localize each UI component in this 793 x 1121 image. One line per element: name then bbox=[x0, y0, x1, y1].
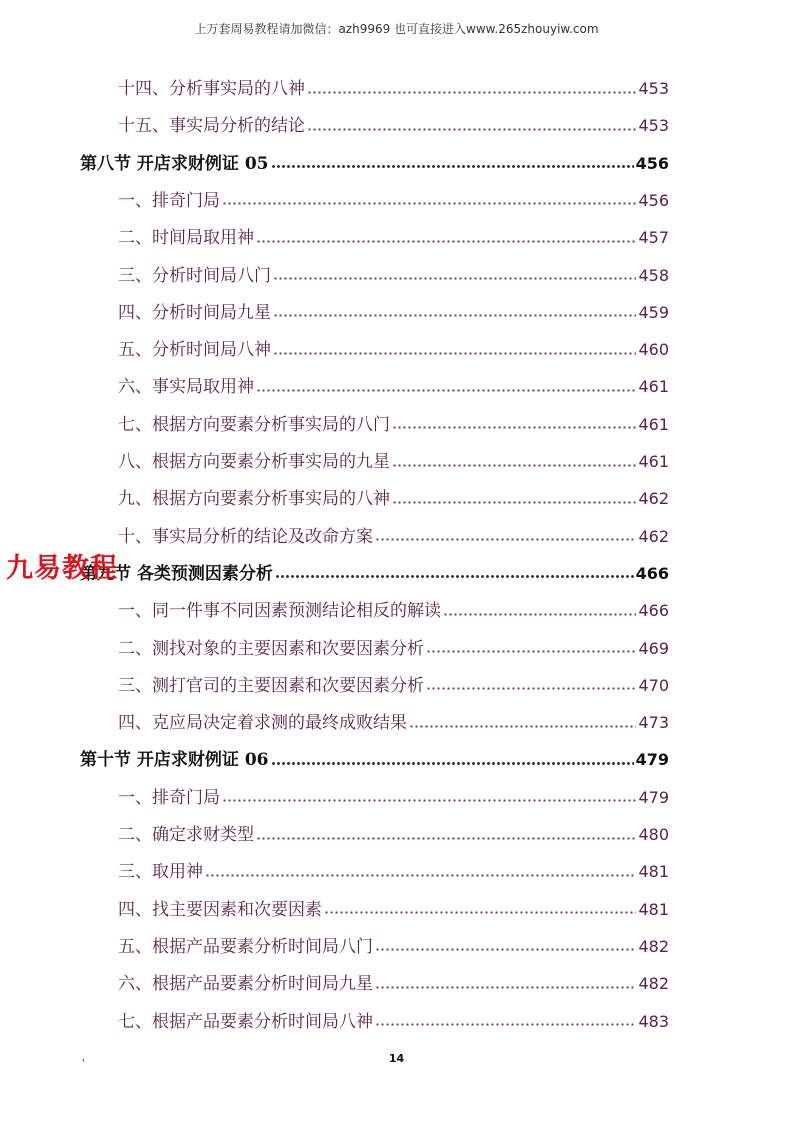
toc-entry-page: 453 bbox=[638, 116, 669, 136]
dot-leader bbox=[392, 426, 636, 429]
toc-entry-page: 466 bbox=[638, 601, 669, 621]
toc-entry-page: 462 bbox=[638, 489, 669, 509]
toc-entry[interactable] bbox=[118, 969, 669, 999]
toc-entry[interactable] bbox=[118, 372, 669, 402]
toc-entry[interactable] bbox=[118, 783, 669, 813]
toc-entry-title: 三、取用神 bbox=[118, 862, 203, 883]
toc-entry-title: 八、根据方向要素分析事实局的九星 bbox=[118, 452, 390, 472]
page-header: 上万套周易教程请加微信：azh9969 也可直接进入www.265zhouyiw.com bbox=[194, 22, 599, 36]
dot-leader bbox=[392, 464, 636, 467]
toc-entry-title: 十四、分析事实局的八神 bbox=[118, 79, 305, 99]
toc-entry-page: 461 bbox=[638, 377, 669, 397]
dot-leader bbox=[443, 613, 636, 616]
toc-entry[interactable] bbox=[118, 522, 669, 552]
dot-leader bbox=[273, 352, 636, 355]
toc-entry[interactable] bbox=[118, 74, 669, 104]
toc-entry-title: 一、排奇门局 bbox=[118, 190, 220, 211]
dot-leader bbox=[205, 874, 636, 877]
toc-entry-title: 第九节 各类预测因素分析 bbox=[80, 563, 273, 584]
toc-entry-title: 二、确定求财类型 bbox=[118, 825, 254, 845]
toc-entry-title: 四、克应局决定着求测的最终成败结果 bbox=[118, 713, 407, 734]
toc-entry-title: 第八节 开店求财例证 05 bbox=[80, 153, 269, 174]
toc-entry-title: 二、测找对象的主要因素和次要因素分析 bbox=[118, 638, 424, 659]
page-number: 14 bbox=[388, 1052, 405, 1065]
toc-entry-page: 461 bbox=[638, 452, 669, 471]
toc-entry-page: 469 bbox=[638, 638, 669, 658]
toc-entry-title: 四、找主要因素和次要因素 bbox=[118, 899, 322, 920]
toc-entry-page: 470 bbox=[638, 675, 669, 695]
dot-leader bbox=[426, 650, 636, 653]
toc-section-entry[interactable] bbox=[80, 149, 669, 179]
dot-leader bbox=[392, 501, 636, 504]
toc-entry-page: 482 bbox=[638, 936, 669, 956]
toc-entry[interactable] bbox=[118, 671, 669, 701]
toc-entry-title: 四、分析时间局九星 bbox=[118, 302, 271, 323]
toc-entry[interactable] bbox=[118, 447, 669, 477]
toc-entry-page: 462 bbox=[638, 526, 669, 546]
toc-entry[interactable] bbox=[118, 857, 669, 887]
toc-entry-title: 五、分析时间局八神 bbox=[118, 340, 271, 361]
toc-entry-page: 473 bbox=[638, 713, 669, 733]
toc-entry-title: 九、根据方向要素分析事实局的八神 bbox=[118, 489, 390, 510]
toc-entry-page: 482 bbox=[638, 974, 669, 994]
toc-entry[interactable] bbox=[118, 634, 669, 664]
footer-mark: ' bbox=[82, 1058, 85, 1069]
dot-leader bbox=[375, 948, 636, 951]
toc-entry[interactable] bbox=[118, 708, 669, 738]
dot-leader bbox=[307, 128, 636, 131]
toc-entry[interactable] bbox=[118, 298, 669, 328]
toc-entry-title: 六、事实局取用神 bbox=[118, 377, 254, 398]
toc-entry-page: 456 bbox=[635, 153, 669, 173]
dot-leader bbox=[222, 799, 636, 802]
toc-entry[interactable] bbox=[118, 111, 669, 141]
toc-entry[interactable] bbox=[118, 223, 669, 253]
dot-leader bbox=[375, 986, 636, 989]
toc-entry-title: 七、根据方向要素分析事实局的八门 bbox=[118, 414, 390, 435]
toc-entry[interactable] bbox=[118, 186, 669, 216]
dot-leader bbox=[271, 165, 634, 168]
dot-leader bbox=[222, 202, 636, 205]
dot-leader bbox=[426, 687, 636, 690]
dot-leader bbox=[273, 277, 636, 280]
toc-entry[interactable] bbox=[118, 596, 669, 626]
toc-entry[interactable] bbox=[118, 484, 669, 514]
toc-entry-title: 三、分析时间局八门 bbox=[118, 265, 271, 286]
toc-entry-title: 七、根据产品要素分析时间局八神 bbox=[118, 1011, 373, 1032]
dot-leader bbox=[256, 837, 636, 840]
dot-leader bbox=[324, 911, 636, 914]
dot-leader bbox=[275, 575, 634, 578]
toc-entry[interactable] bbox=[118, 410, 669, 440]
toc-entry[interactable] bbox=[118, 932, 669, 962]
toc-section-entry[interactable] bbox=[80, 559, 669, 589]
toc-entry-title: 十五、事实局分析的结论 bbox=[118, 116, 305, 137]
toc-entry-title: 五、根据产品要素分析时间局八门 bbox=[118, 936, 373, 957]
toc-entry-page: 480 bbox=[638, 825, 669, 844]
toc-entry-title: 三、测打官司的主要因素和次要因素分析 bbox=[118, 675, 424, 696]
toc-entry[interactable] bbox=[118, 335, 669, 365]
toc-section-entry[interactable] bbox=[80, 745, 669, 775]
toc-entry-page: 481 bbox=[638, 862, 669, 882]
toc-entry-page: 453 bbox=[638, 79, 669, 98]
toc-entry[interactable] bbox=[118, 895, 669, 925]
watermark-logo: 九易教程 bbox=[6, 553, 118, 584]
toc-entry-page: 479 bbox=[638, 787, 669, 807]
dot-leader bbox=[307, 91, 636, 94]
dot-leader bbox=[409, 725, 636, 728]
toc-entry-page: 457 bbox=[638, 228, 669, 248]
toc-entry-page: 458 bbox=[638, 265, 669, 285]
dot-leader bbox=[256, 240, 636, 243]
toc-entry-page: 466 bbox=[635, 563, 669, 583]
toc-entry[interactable] bbox=[118, 820, 669, 850]
toc-entry-title: 十、事实局分析的结论及改命方案 bbox=[118, 526, 373, 547]
dot-leader bbox=[256, 389, 636, 392]
dot-leader bbox=[271, 762, 634, 765]
toc-entry-page: 479 bbox=[635, 750, 669, 770]
toc-entry-title: 一、同一件事不同因素预测结论相反的解读 bbox=[118, 601, 441, 622]
toc-entry[interactable] bbox=[118, 1007, 669, 1037]
toc-entry-page: 460 bbox=[638, 340, 669, 360]
dot-leader bbox=[375, 1023, 636, 1026]
toc-entry-page: 483 bbox=[638, 1011, 669, 1031]
toc-entry-page: 461 bbox=[638, 414, 669, 434]
toc-entry-title: 六、根据产品要素分析时间局九星 bbox=[118, 974, 373, 995]
toc-entry-title: 二、时间局取用神 bbox=[118, 228, 254, 249]
dot-leader bbox=[375, 538, 636, 541]
toc-entry-title: 第十节 开店求财例证 06 bbox=[80, 750, 269, 771]
toc-entry-page: 481 bbox=[638, 899, 669, 919]
toc-entry-page: 456 bbox=[638, 190, 669, 210]
toc-entry[interactable] bbox=[118, 261, 669, 291]
toc-entry-title: 一、排奇门局 bbox=[118, 787, 220, 808]
dot-leader bbox=[273, 314, 636, 317]
toc-entry-page: 459 bbox=[638, 302, 669, 322]
